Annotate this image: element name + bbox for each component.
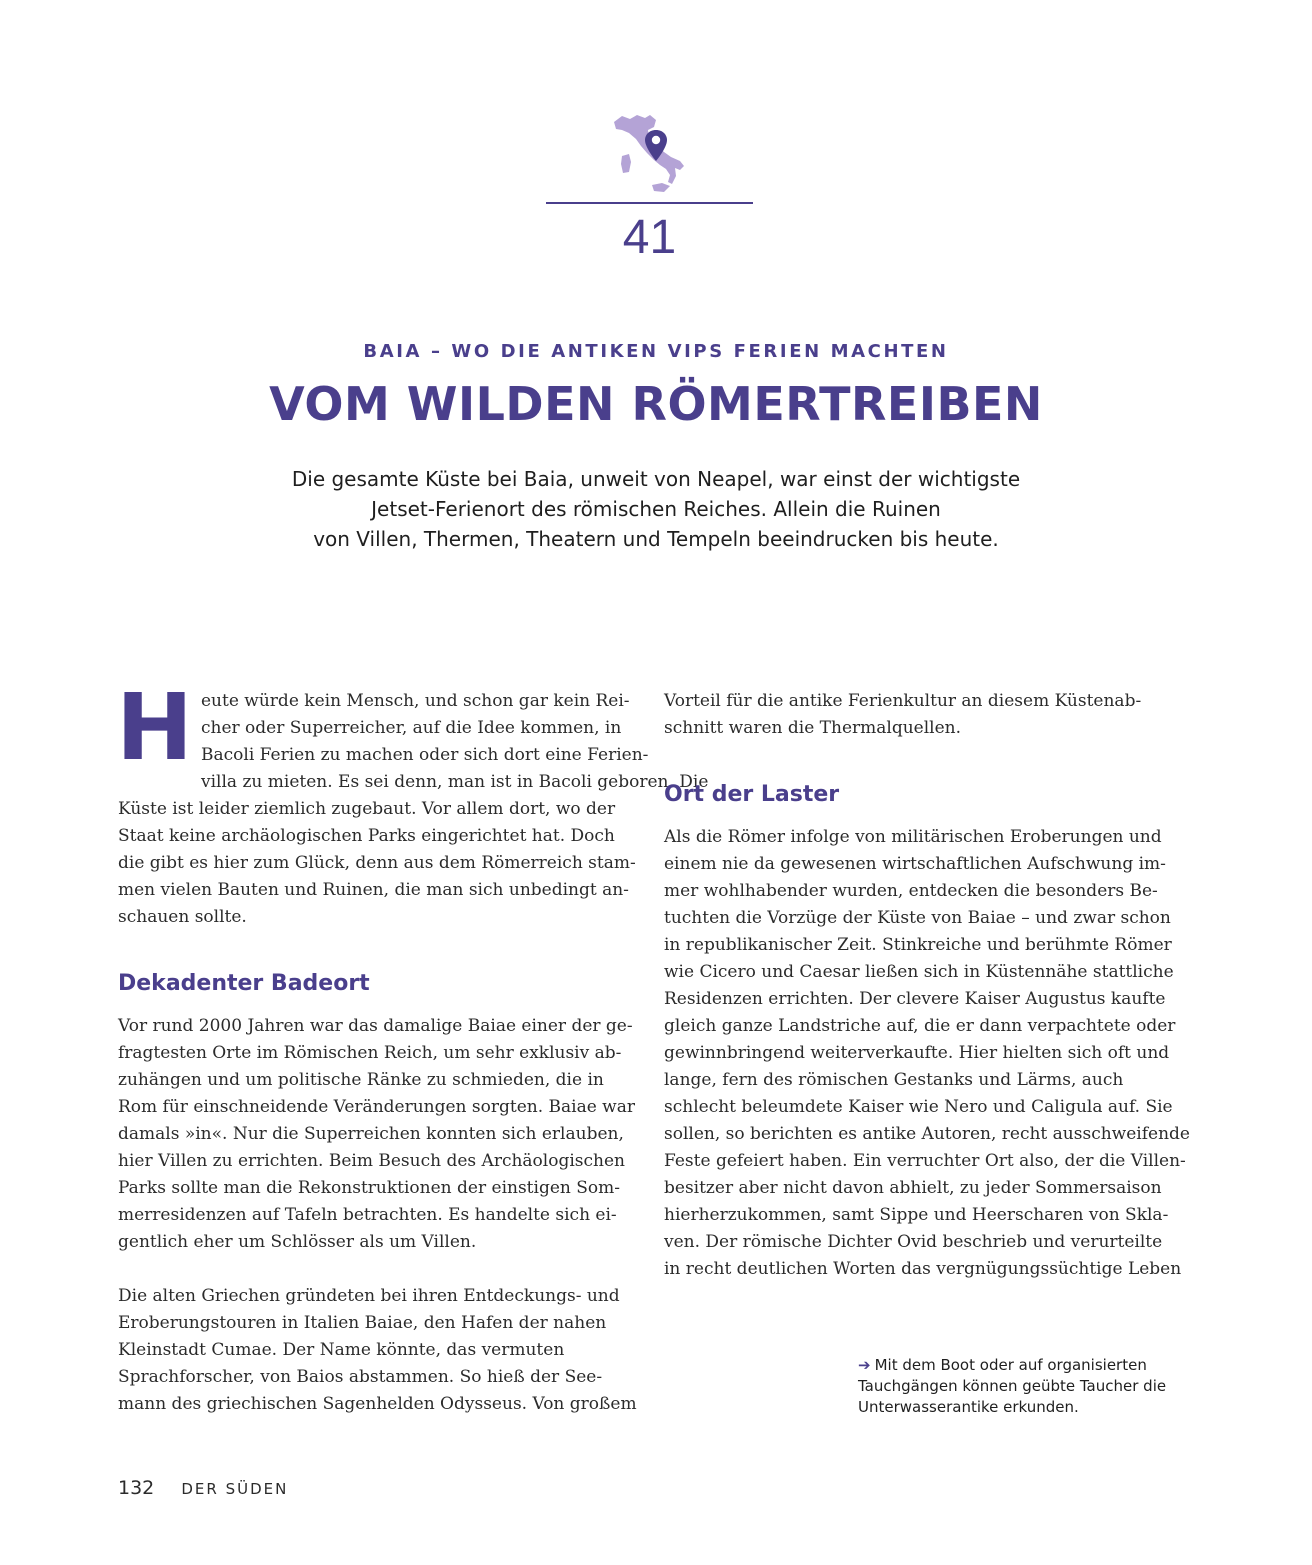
- lead-paragraph: [190, 464, 1122, 554]
- text-line: sollen, so berichten es antike Autoren, recht ausschweifende: [664, 1124, 1190, 1144]
- text-line: merresidenzen auf Tafeln betrachten. Es handelte sich ei-: [118, 1205, 617, 1225]
- text-line: schauen sollte.: [118, 907, 247, 927]
- text-line: Kleinstadt Cumae. Der Name könnte, das vermuten: [118, 1340, 565, 1360]
- text-line: Vor rund 2000 Jahren war das damalige Baiae einer der ge-: [118, 1016, 633, 1036]
- left-column: [116, 674, 709, 1418]
- text-line: Eroberungstouren in Italien Baiae, den Hafen der nahen: [118, 1313, 607, 1333]
- drop-cap: H: [116, 674, 193, 781]
- text-line: ven. Der römische Dichter Ovid beschrieb und verurteilte: [664, 1232, 1163, 1252]
- text-line: Parks sollte man die Rekonstruktionen der einstigen Som-: [118, 1178, 620, 1198]
- text-line: Residenzen errichten. Der clevere Kaiser Augustus kaufte: [664, 989, 1166, 1009]
- text-line: Bacoli Ferien zu machen oder sich dort eine Ferien-: [201, 745, 649, 765]
- lead-line: Die gesamte Küste bei Baia, unweit von Neapel, war einst der wichtigste: [291, 467, 1021, 491]
- text-line: gewinnbringend weiterverkaufte. Hier hielten sich oft und: [664, 1043, 1170, 1063]
- text-line: villa zu mieten. Es sei denn, man ist in Bacoli geboren. Die: [201, 772, 709, 792]
- text-line: die gibt es hier zum Glück, denn aus dem Römerreich stam-: [118, 853, 636, 873]
- text-line: hier Villen zu errichten. Beim Besuch des Archäologischen: [118, 1151, 625, 1171]
- text-line: mann des griechischen Sagenhelden Odysseus. Von großem: [118, 1394, 637, 1414]
- text-line: Vorteil für die antike Ferienkultur an diesem Küstenab-: [664, 691, 1142, 711]
- body-paragraph: [664, 688, 1194, 742]
- lead-line: Jetset-Ferienort des römischen Reiches. Allein die Ruinen: [371, 497, 941, 521]
- page-number: 132: [118, 1477, 155, 1499]
- photo-caption: [858, 1355, 1198, 1418]
- text-line: Rom für einschneidende Veränderungen sorgten. Baiae war: [118, 1097, 635, 1117]
- right-column: [664, 688, 1194, 1283]
- caption-line: Unterwasserantike erkunden.: [858, 1398, 1079, 1416]
- text-line: hierherzukommen, samt Sippe und Heerscharen von Skla-: [664, 1205, 1169, 1225]
- chapter-divider: [546, 202, 753, 204]
- kicker: BAIA – WO DIE ANTIKEN VIPS FERIEN MACHTEN: [363, 341, 949, 362]
- text-line: Küste ist leider ziemlich zugebaut. Vor allem dort, wo der: [118, 799, 616, 819]
- text-line: gentlich eher um Schlösser als um Villen.: [118, 1232, 477, 1252]
- text-line: gleich ganze Landstriche auf, die er dann verpachtete oder: [664, 1016, 1176, 1036]
- text-line: in recht deutlichen Worten das vergnügungssüchtige Leben: [664, 1259, 1182, 1279]
- text-line: Staat keine archäologischen Parks eingerichtet hat. Doch: [118, 826, 615, 846]
- text-line: in republikanischer Zeit. Stinkreiche und berühmte Römer: [664, 935, 1172, 955]
- caption-text: Mit dem Boot oder auf organisierten: [874, 1356, 1147, 1374]
- text-line: Die alten Griechen gründeten bei ihren Entdeckungs- und: [118, 1286, 620, 1306]
- text-line: schnitt waren die Thermalquellen.: [664, 718, 962, 738]
- arrow-right-icon: ➔: [858, 1356, 871, 1374]
- text-line: eute würde kein Mensch, und schon gar kein Rei-: [201, 691, 630, 711]
- intro-paragraph: [116, 674, 709, 931]
- text-line: tuchten die Vorzüge der Küste von Baiae – und zwar schon: [664, 908, 1171, 928]
- page-footer: [118, 1474, 288, 1503]
- text-line: men vielen Bauten und Ruinen, die man sich unbedingt an-: [118, 880, 629, 900]
- chapter-number: 41: [622, 211, 677, 264]
- text-line: Als die Römer infolge von militärischen Eroberungen und: [664, 827, 1162, 847]
- text-line: cher oder Superreicher, auf die Idee kommen, in: [201, 718, 622, 738]
- text-line: wie Cicero und Caesar ließen sich in Küstennähe stattliche: [664, 962, 1174, 982]
- text-line: schlecht beleumdete Kaiser wie Nero und Caligula auf. Sie: [664, 1097, 1173, 1117]
- lead-line: von Villen, Thermen, Theatern und Tempeln beeindrucken bis heute.: [313, 527, 999, 551]
- body-paragraph: [664, 824, 1194, 1283]
- page-title: VOM WILDEN RÖMERTREIBEN: [269, 377, 1043, 431]
- body-paragraph: [118, 1013, 638, 1256]
- text-line: Sprachforscher, von Baios abstammen. So hieß der See-: [118, 1367, 603, 1387]
- text-line: lange, fern des römischen Gestanks und Lärms, auch: [664, 1070, 1124, 1090]
- caption-line: Tauchgängen können geübte Taucher die: [858, 1377, 1167, 1395]
- text-line: einem nie da gewesenen wirtschaftlichen Aufschwung im-: [664, 854, 1166, 874]
- section-heading: Dekadenter Badeort: [118, 971, 370, 996]
- caption-line: [858, 1355, 1198, 1376]
- section-name: DER SÜDEN: [181, 1480, 289, 1498]
- section-heading: Ort der Laster: [664, 782, 840, 807]
- body-paragraph: [118, 1283, 638, 1418]
- text-line: Feste gefeiert haben. Ein verruchter Ort also, der die Villen-: [664, 1151, 1186, 1171]
- text-line: besitzer aber nicht davon abhielt, zu jeder Sommersaison: [664, 1178, 1162, 1198]
- text-line: damals »in«. Nur die Superreichen konnten sich erlauben,: [118, 1124, 624, 1144]
- italy-map-pin-icon: [604, 106, 700, 202]
- text-line: zuhängen und um politische Ränke zu schmieden, die in: [118, 1070, 604, 1090]
- text-line: fragtesten Orte im Römischen Reich, um sehr exklusiv ab-: [118, 1043, 622, 1063]
- text-line: mer wohlhabender wurden, entdecken die besonders Be-: [664, 881, 1158, 901]
